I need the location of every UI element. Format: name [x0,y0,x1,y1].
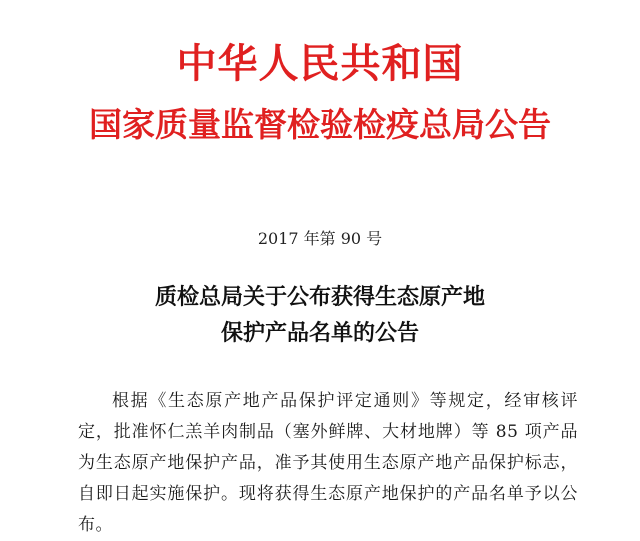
header-agency-name: 国家质量监督检验检疫总局公告 [89,105,551,144]
header-country-name: 中华人民共和国 [176,41,464,87]
announcement-title [0,280,640,352]
announcement-title-line2: 保护产品名单的公告 [220,321,419,346]
announcement-body: 根据《生态原产地产品保护评定通则》等规定，经审核评定，批准怀仁羔羊肉制品（塞外鲜牌、大材地牌）等 85 项产品为生态原产地保护产品，准予其使用生态原产地产品保护标志，自即日起实施保护。现将获得生态原产地保护的产品名单予以公布。 [78,391,578,535]
announcement-title-line1: 质检总局关于公布获得生态原产地 [154,285,485,310]
document-number: 2017 年第 90 号 [257,229,383,248]
